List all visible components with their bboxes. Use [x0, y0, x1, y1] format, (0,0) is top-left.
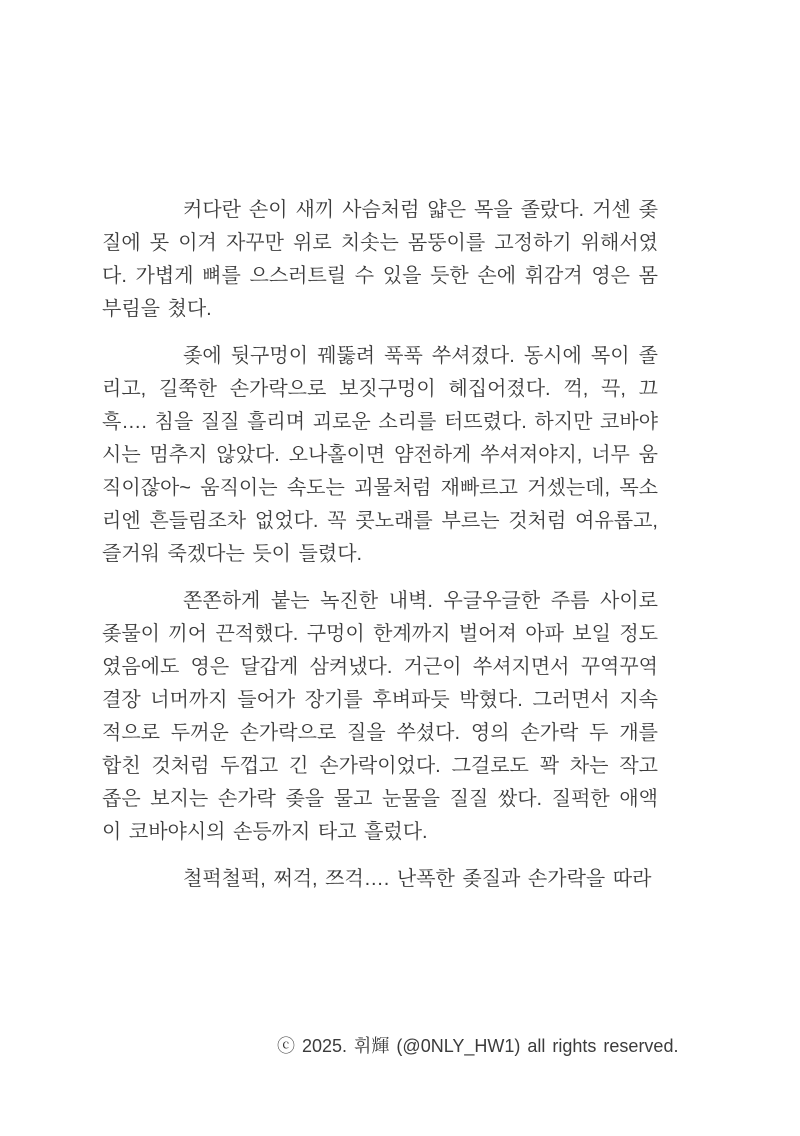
- footer-copyright: ⓒ 2025. 휘輝 (@0NLY_HW1) all rights reserved.: [277, 1036, 679, 1056]
- paragraph-3: 쫀쫀하게 붙는 녹진한 내벽. 우글우글한 주름 사이로 좆물이 끼어 끈적했다. 구멍이 한계까지 벌어져 아파 보일 정도였음에도 영은 달갑게 삼켜냈다. 거근이 쑤셔지면서 꾸역꾸역 결장 너머까지 들어가 장기를 후벼파듯 박혔다. 그러면서 지속적으로 두꺼운 손가락으로 질을 쑤셨다. 영의 손가락 두 개를 합친 것처럼 두껍고 긴 손가락이었다. 그걸로도 꽉 차는 작고 좁은 보지는 손가락 좆을 물고 눈물을 질질 쌌다. 질퍽한 애액이 코바야시의 손등까지 타고 흘렀다.: [102, 590, 658, 843]
- paragraph-4: 철퍽철퍽, 쩌걱, 쯔걱…. 난폭한 좆질과 손가락을 따라: [183, 868, 652, 890]
- body-text: [102, 194, 658, 896]
- paragraph-1: 커다란 손이 새끼 사슴처럼 얇은 목을 졸랐다. 거센 좆질에 못 이겨 자꾸만 위로 치솟는 몸뚱이를 고정하기 위해서였다. 가볍게 뼈를 으스러트릴 수 있을 듯한 손에 휘감겨 영은 몸부림을 쳤다.: [102, 199, 658, 320]
- paragraph-2: 좆에 뒷구멍이 꿰뚫려 푹푹 쑤셔졌다. 동시에 목이 졸리고, 길쭉한 손가락으로 보짓구멍이 헤집어졌다. 꺽, 끅, 끄흑…. 침을 질질 흘리며 괴로운 소리를 터뜨렸다. 하지만 코바야시는 멈추지 않았다. 오나홀이면 얌전하게 쑤셔져야지, 너무 움직이잖아~ 움직이는 속도는 괴물처럼 재빠르고 거셌는데, 목소리엔 흔들림조차 없었다. 꼭 콧노래를 부르는 것처럼 여유롭고, 즐거워 죽겠다는 듯이 들렸다.: [102, 345, 658, 565]
